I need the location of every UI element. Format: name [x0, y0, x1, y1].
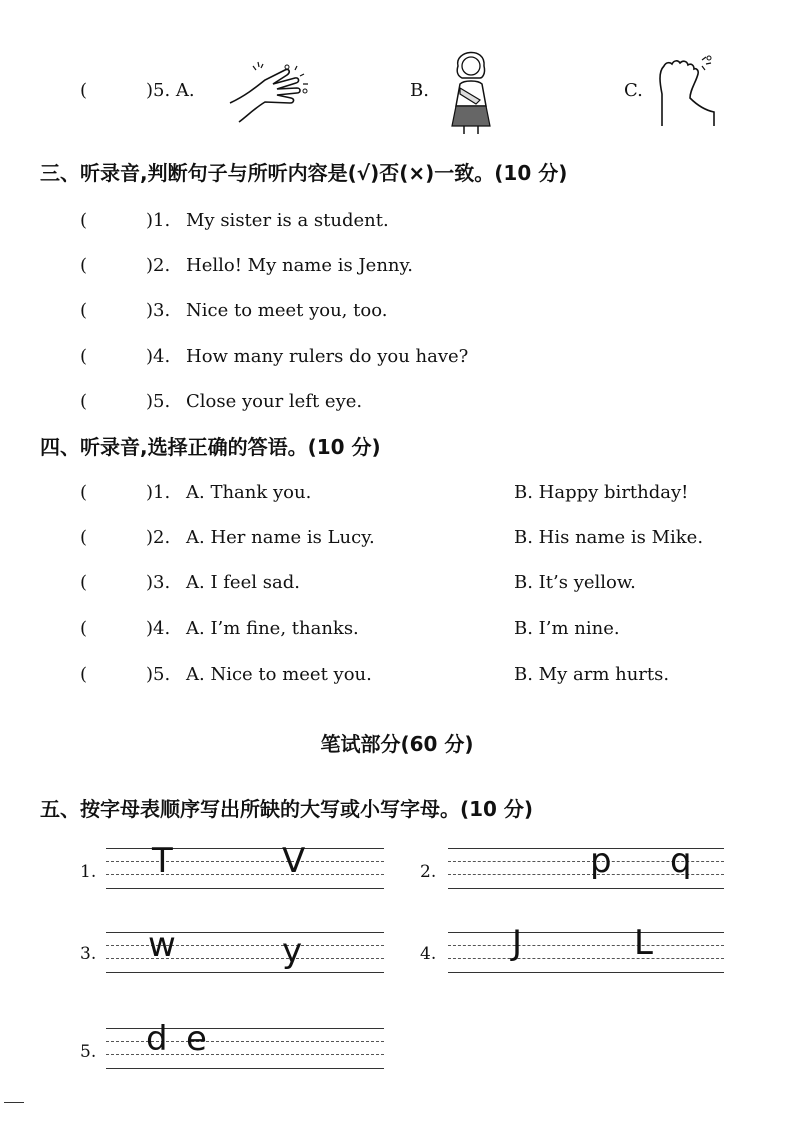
item-sentence: Nice to meet you, too.: [186, 300, 388, 321]
item-number: )1.: [146, 210, 171, 231]
hurt-foot-icon: [656, 54, 718, 130]
given-letter: y: [282, 931, 303, 971]
answer-paren[interactable]: (: [80, 210, 88, 231]
given-letter: w: [148, 925, 176, 965]
given-letter: J: [512, 923, 523, 963]
given-letter: L: [634, 923, 653, 963]
item-sentence: Close your left eye.: [186, 391, 363, 412]
item-number: 3.: [80, 944, 97, 964]
option-a[interactable]: A. Her name is Lucy.: [186, 527, 375, 548]
girl-with-arm-sling-icon: [446, 44, 496, 136]
four-line-grid[interactable]: [448, 932, 724, 974]
option-b-label: B.: [410, 80, 429, 101]
answer-paren[interactable]: (: [80, 255, 88, 276]
option-b[interactable]: B. My arm hurts.: [514, 664, 670, 685]
answer-paren[interactable]: (: [80, 527, 88, 548]
option-a[interactable]: A. I feel sad.: [186, 572, 300, 593]
answer-paren[interactable]: (: [80, 572, 88, 593]
answer-paren[interactable]: (: [80, 482, 88, 503]
item-number: 4.: [420, 944, 437, 964]
section-3-title: 三、听录音,判断句子与所听内容是(√)否(×)一致。(10 分): [40, 161, 568, 185]
answer-paren[interactable]: (: [80, 618, 88, 639]
option-b[interactable]: B. His name is Mike.: [514, 527, 704, 548]
answer-paren[interactable]: (: [80, 300, 88, 321]
given-letter: p: [590, 841, 612, 881]
section-4-title: 四、听录音,选择正确的答语。(10 分): [40, 435, 381, 459]
item-number: )2.: [146, 255, 171, 276]
option-a[interactable]: A. Nice to meet you.: [186, 664, 372, 685]
item-number: )4.: [146, 618, 171, 639]
burned-hand-icon: [225, 58, 310, 128]
answer-paren[interactable]: (: [80, 80, 88, 101]
answer-paren[interactable]: (: [80, 664, 88, 685]
item-number: )3.: [146, 300, 171, 321]
four-line-grid[interactable]: [106, 848, 384, 890]
option-a[interactable]: A. Thank you.: [186, 482, 312, 503]
answer-paren[interactable]: (: [80, 346, 88, 367]
item-sentence: My sister is a student.: [186, 210, 389, 231]
page-margin-mark: [4, 1102, 24, 1103]
option-c-label: C.: [624, 80, 643, 101]
option-a[interactable]: A. I’m fine, thanks.: [186, 618, 359, 639]
option-b[interactable]: B. Happy birthday!: [514, 482, 689, 503]
item-number: )4.: [146, 346, 171, 367]
item-number: )5.: [146, 664, 171, 685]
item-number: 1.: [80, 862, 97, 882]
given-letter: V: [282, 841, 306, 881]
item-sentence: Hello! My name is Jenny.: [186, 255, 414, 276]
item-number: )1.: [146, 482, 171, 503]
section-5-title: 五、按字母表顺序写出所缺的大写或小写字母。(10 分): [40, 797, 534, 821]
given-letter: d: [146, 1019, 168, 1059]
given-letter: e: [186, 1019, 207, 1059]
given-letter: T: [152, 841, 173, 881]
item-number: )2.: [146, 527, 171, 548]
item-number: 5.: [80, 1042, 97, 1062]
item-number: )5.: [146, 391, 171, 412]
answer-paren[interactable]: (: [80, 391, 88, 412]
option-b[interactable]: B. It’s yellow.: [514, 572, 636, 593]
item-sentence: How many rulers do you have?: [186, 346, 469, 367]
question-number: )5. A.: [146, 80, 195, 101]
item-number: 2.: [420, 862, 437, 882]
written-part-title: 笔试部分(60 分): [320, 732, 474, 756]
option-b[interactable]: B. I’m nine.: [514, 618, 620, 639]
given-letter: q: [670, 841, 692, 881]
item-number: )3.: [146, 572, 171, 593]
